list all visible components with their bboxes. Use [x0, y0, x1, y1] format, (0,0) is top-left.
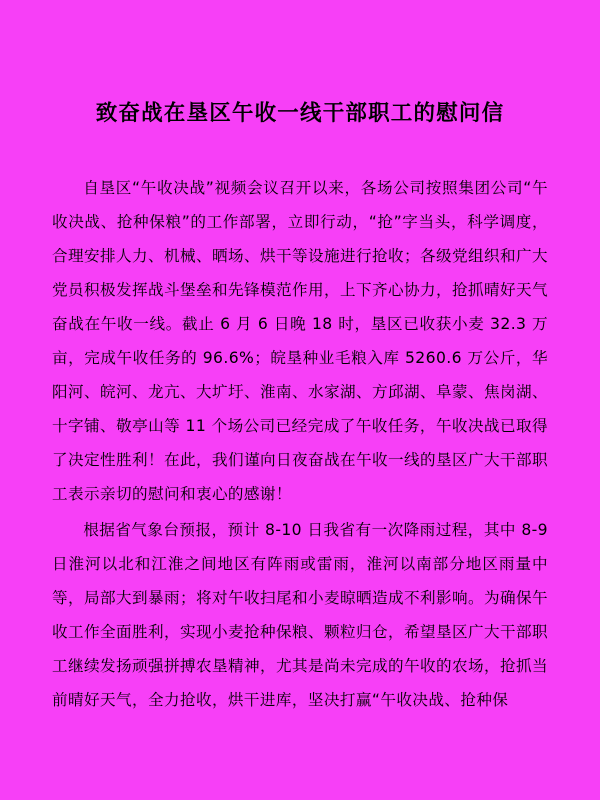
paragraph-2: 根据省气象台预报，预计 8-10 日我省有一次降雨过程，其中 8-9 日淮河以北和江淮之间地区有阵雨或雷雨，淮河以南部分地区雨量中等，局部大到暴雨；将对午收扫尾和小麦晾晒造成不利影响。为确保午收工作全面胜利，实现小麦抢种保粮、颗粒归仓，希望垦区广大干部职工继续发扬顽强拼搏农垦精神，尤其是尚未完成的午收的农场，抢抓当前晴好天气，全力抢收，烘干进库，坚决打赢“午收决战、抢种保	[52, 521, 548, 709]
page-title: 致奋战在垦区午收一线干部职工的慰问信	[95, 101, 505, 126]
document-body	[52, 171, 548, 717]
paragraph-1: 自垦区“午收决战”视频会议召开以来，各场公司按照集团公司“午收决战、抢种保粮”的工作部署，立即行动，“抢”字当头，科学调度，合理安排人力、机械、晒场、烘干等设施进行抢收；各级党组织和广大党员积极发挥战斗堡垒和先锋模范作用，上下齐心协力，抢抓晴好天气奋战在午收一线。截止 6 月 6 日晚 18 时，垦区已收获小麦 32.3 万亩，完成午收任务的 96.6%；皖垦种业毛粮入库 5260.6 万公斤，华阳河、皖河、龙亢、大圹圩、淮南、水家湖、方邱湖、阜蒙、焦岗湖、十字铺、敬亭山等 11 个场公司已经完成了午收任务，午收决战已取得了决定性胜利！在此，我们谨向日夜奋战在午收一线的垦区广大干部职工表示亲切的慰问和衷心的感谢！	[52, 179, 548, 503]
